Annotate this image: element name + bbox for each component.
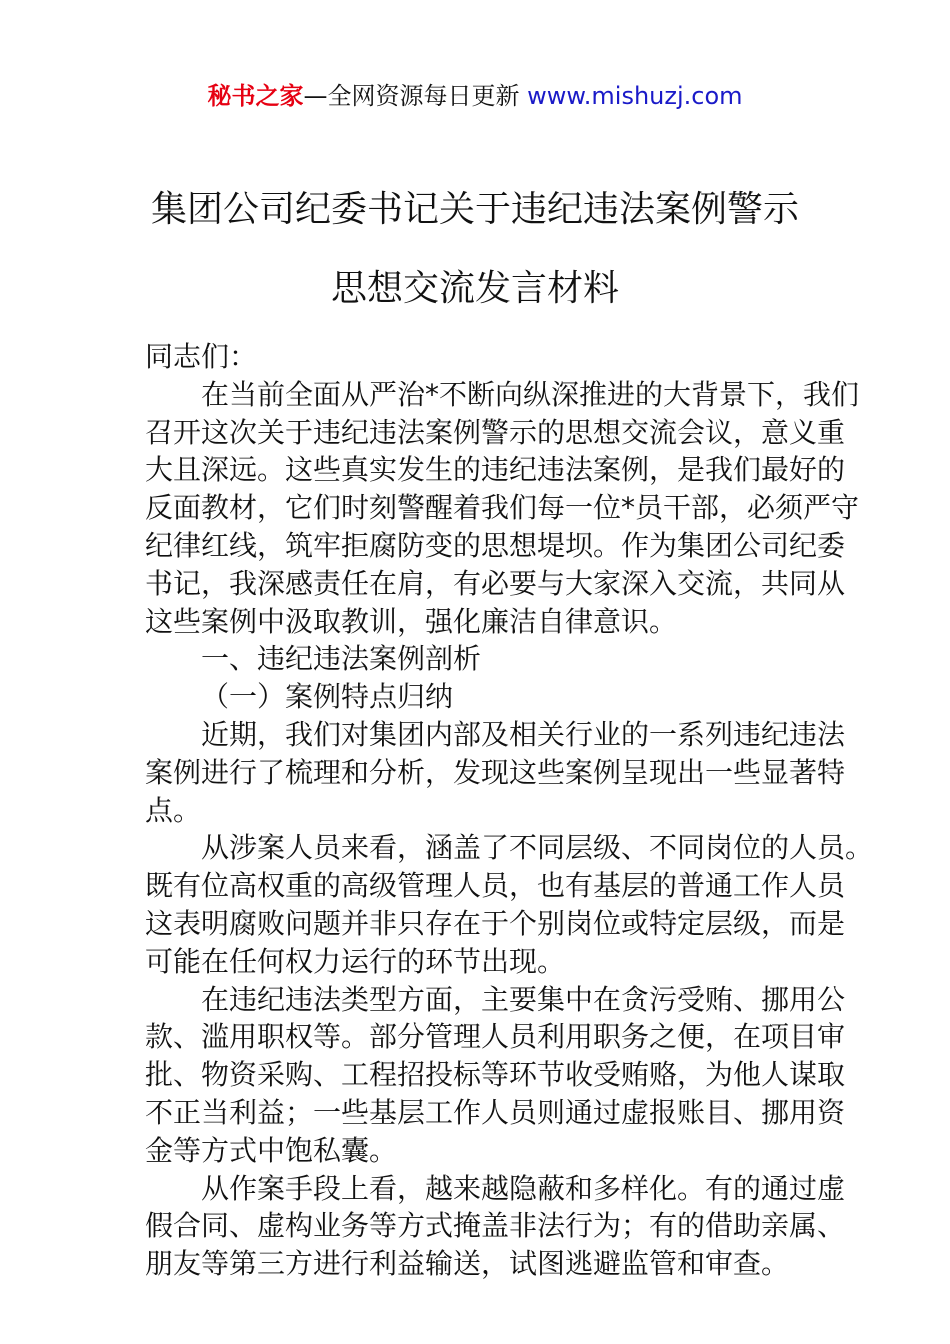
section-heading: 一、违纪违法案例剖析 (201, 642, 482, 676)
paragraph-line: 近期，我们对集团内部及相关行业的一系列违纪违法 (201, 717, 846, 751)
document-body (145, 338, 874, 1283)
paragraph-line: 不正当利益；一些基层工作人员则通过虚报账目、挪用资 (145, 1095, 846, 1129)
title-line-1: 集团公司纪委书记关于违纪违法案例警示 (150, 189, 799, 230)
paragraph-line: 金等方式中饱私囊。 (145, 1133, 398, 1167)
salutation: 同志们： (145, 340, 258, 373)
paragraph-line: 大且深远。这些真实发生的违纪违法案例，是我们最好的 (145, 453, 846, 487)
site-url-link[interactable]: www.mishuzj.com (527, 82, 743, 110)
paragraph-line: 在违纪违法类型方面，主要集中在贪污受贿、挪用公 (201, 982, 846, 1016)
paragraph-line: 可能在任何权力运行的环节出现。 (145, 944, 566, 978)
site-header (0, 80, 950, 112)
paragraph-line: 假合同、虚构业务等方式掩盖非法行为；有的借助亲属、 (145, 1209, 846, 1243)
paragraph-line: 反面教材，它们时刻警醒着我们每一位*员干部，必须严守 (145, 491, 860, 525)
title-line-2: 思想交流发言材料 (330, 268, 619, 309)
paragraph-line: 款、滥用职权等。部分管理人员利用职务之便，在项目审 (145, 1020, 846, 1054)
paragraph-line: 案例进行了梳理和分析，发现这些案例呈现出一些显著特 (145, 755, 846, 789)
paragraph-line: 纪律红线，筑牢拒腐防变的思想堤坝。作为集团公司纪委 (145, 528, 846, 562)
paragraph-line: 在当前全面从严治*不断向纵深推进的大背景下，我们 (201, 377, 860, 411)
paragraph-line: 这表明腐败问题并非只存在于个别岗位或特定层级，而是 (145, 906, 846, 940)
site-tagline: —全网资源每日更新 (303, 82, 520, 110)
subsection-heading: （一）案例特点归纳 (201, 680, 454, 714)
paragraph-line: 从作案手段上看，越来越隐蔽和多样化。有的通过虚 (201, 1171, 846, 1205)
site-brand: 秘书之家 (207, 82, 304, 110)
paragraph-line: 点。 (145, 793, 202, 827)
paragraph-line: 这些案例中汲取教训，强化廉洁自律意识。 (145, 604, 678, 638)
paragraph-line: 从涉案人员来看，涵盖了不同层级、不同岗位的人员。 (201, 831, 874, 865)
paragraph-line: 既有位高权重的高级管理人员，也有基层的普通工作人员 (145, 869, 846, 903)
document-title (0, 170, 950, 328)
paragraph-line: 批、物资采购、工程招投标等环节收受贿赂，为他人谋取 (145, 1058, 846, 1092)
paragraph-line: 召开这次关于违纪违法案例警示的思想交流会议，意义重 (145, 415, 846, 449)
paragraph-line: 朋友等第三方进行利益输送，试图逃避监管和审查。 (145, 1247, 790, 1281)
paragraph-line: 书记，我深感责任在肩，有必要与大家深入交流，共同从 (145, 566, 846, 600)
